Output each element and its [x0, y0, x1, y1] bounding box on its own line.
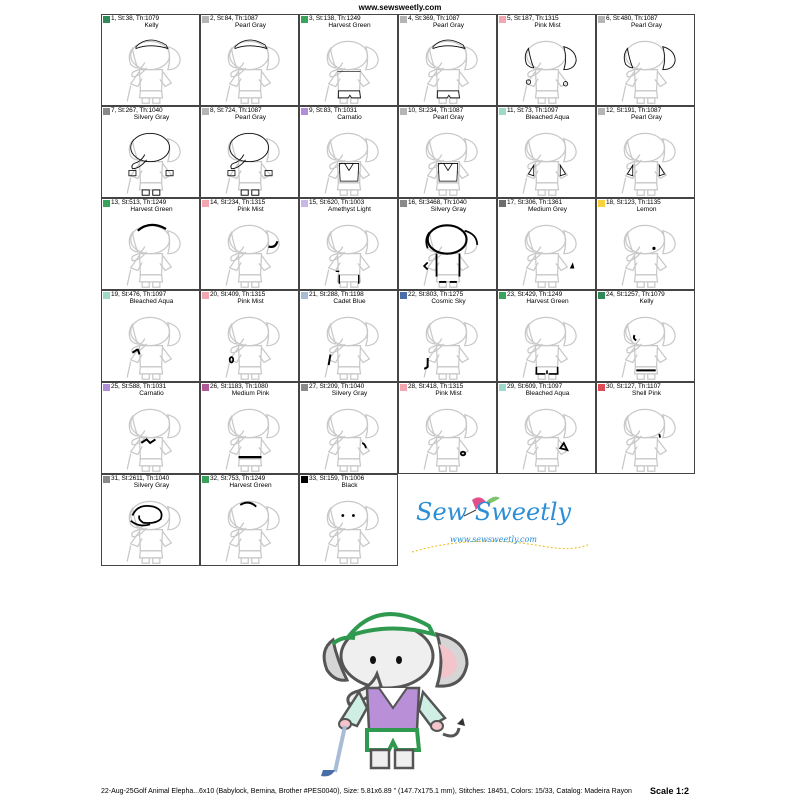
color-step-cell: [398, 106, 497, 198]
step-info: 8, St:724, Th:1087: [210, 107, 262, 114]
step-info: 19, St:476, Th:1097: [111, 291, 167, 298]
color-step-cell: [299, 198, 398, 290]
thread-color-name: Pearl Gray: [630, 22, 663, 29]
color-step-cell: [101, 474, 200, 566]
elephant-thumbnail: [413, 213, 483, 289]
color-step-cell: [101, 106, 200, 198]
footer-scale: Scale 1:2: [650, 786, 690, 796]
color-step-cell: [497, 290, 596, 382]
elephant-thumbnail: [215, 121, 285, 197]
elephant-thumbnail: [215, 397, 285, 473]
thread-color-name: Carnatio: [337, 114, 362, 121]
thread-color-name: Cosmic Sky: [431, 298, 466, 305]
thread-color-name: Pearl Gray: [234, 114, 267, 121]
step-info: 24, St:1257, Th:1079: [606, 291, 665, 298]
elephant-thumbnail: [314, 489, 384, 565]
color-step-cell: [200, 198, 299, 290]
thread-color-name: Bleached Aqua: [525, 114, 570, 121]
step-info: 33, St:159, Th:1006: [309, 475, 365, 482]
thread-color-name: Silvery Gray: [430, 206, 467, 213]
thread-color-name: Black: [341, 482, 358, 489]
elephant-thumbnail: [116, 213, 186, 289]
elephant-thumbnail: [215, 213, 285, 289]
elephant-thumbnail: [611, 213, 681, 289]
elephant-thumbnail: [512, 397, 582, 473]
color-step-cell: [299, 106, 398, 198]
thread-color-name: Kelly: [639, 298, 654, 305]
color-step-cell: [497, 198, 596, 290]
thread-color-name: Pink Mist: [237, 298, 264, 305]
thread-color-name: Pearl Gray: [432, 22, 465, 29]
color-step-cell: [299, 474, 398, 566]
step-info: 13, St:513, Th:1249: [111, 199, 167, 206]
elephant-thumbnail: [314, 213, 384, 289]
elephant-thumbnail: [116, 121, 186, 197]
color-step-cell: [398, 290, 497, 382]
step-info: 29, St:609, Th:1097: [507, 383, 563, 390]
step-info: 18, St:123, Th:1135: [606, 199, 661, 206]
thread-color-name: Bleached Aqua: [525, 390, 570, 397]
thread-color-name: Medium Pink: [231, 390, 270, 397]
thread-color-name: Lemon: [636, 206, 657, 213]
elephant-thumbnail: [413, 121, 483, 197]
thread-color-name: Carnatio: [139, 390, 164, 397]
step-info: 26, St:1183, Th:1080: [210, 383, 269, 390]
elephant-thumbnail: [314, 305, 384, 381]
color-step-cell: [497, 14, 596, 106]
step-info: 20, St:409, Th:1315: [210, 291, 266, 298]
elephant-thumbnail: [413, 29, 483, 105]
color-step-cell: [200, 474, 299, 566]
elephant-thumbnail: [512, 213, 582, 289]
thread-color-name: Bleached Aqua: [129, 298, 174, 305]
footer-design-info: 22-Aug-25Golf Animal Elepha...6x10 (Babylock, Bernina, Brother #PES0040), Size: 5.81x6.89 " (147.7x175.1 mm), Stitches: 18451, Colors: 15/33, Catalog: Madeira Rayon: [101, 788, 632, 795]
step-info: 21, St:288, Th:1198: [309, 291, 364, 298]
color-step-cell: [398, 198, 497, 290]
color-step-cell: [398, 14, 497, 106]
step-info: 25, St:588, Th:1031: [111, 383, 167, 390]
color-step-cell: [101, 14, 200, 106]
sew-sweetly-logo: [402, 492, 602, 572]
step-info: 11, St:73, Th:1097: [507, 107, 559, 114]
step-info: 28, St:418, Th:1315: [408, 383, 464, 390]
thread-color-name: Silvery Gray: [133, 114, 170, 121]
thread-color-name: Cadet Blue: [333, 298, 366, 305]
site-header: www.sewsweetly.com: [358, 3, 442, 12]
elephant-thumbnail: [611, 29, 681, 105]
color-sequence-grid: [101, 14, 697, 570]
thread-color-name: Pearl Gray: [432, 114, 465, 121]
elephant-thumbnail: [215, 305, 285, 381]
color-step-cell: [596, 198, 695, 290]
step-info: 5, St:187, Th:1315: [507, 15, 559, 22]
thread-color-name: Shell Pink: [632, 390, 661, 397]
logo-text: Sew Sweetly: [416, 498, 572, 526]
step-info: 31, St:2611, Th:1040: [111, 475, 170, 482]
step-info: 1, St:38, Th:1079: [111, 15, 160, 22]
thread-color-name: Pink Mist: [435, 390, 462, 397]
thread-color-name: Pink Mist: [534, 22, 561, 29]
color-step-cell: [299, 14, 398, 106]
elephant-thumbnail: [314, 121, 384, 197]
thread-color-name: Amethyst Light: [328, 206, 371, 213]
step-info: 32, St:753, Th:1249: [210, 475, 266, 482]
color-step-cell: [200, 290, 299, 382]
color-step-cell: [398, 382, 497, 474]
thread-color-name: Silvery Gray: [133, 482, 170, 489]
step-info: 30, St:127, Th:1107: [606, 383, 661, 390]
elephant-thumbnail: [512, 29, 582, 105]
thread-color-name: Pink Mist: [237, 206, 264, 213]
step-info: 6, St:480, Th:1087: [606, 15, 658, 22]
step-info: 12, St:191, Th:1087: [606, 107, 662, 114]
step-info: 2, St:84, Th:1087: [210, 15, 259, 22]
elephant-thumbnail: [611, 121, 681, 197]
elephant-golfer-preview: [315, 594, 485, 784]
elephant-thumbnail: [314, 29, 384, 105]
elephant-thumbnail: [116, 489, 186, 565]
thread-color-name: Pearl Gray: [630, 114, 663, 121]
step-info: 14, St:234, Th:1315: [210, 199, 266, 206]
elephant-thumbnail: [413, 305, 483, 381]
thread-color-name: Kelly: [144, 22, 159, 29]
elephant-thumbnail: [512, 121, 582, 197]
elephant-thumbnail: [413, 397, 483, 473]
color-step-cell: [596, 14, 695, 106]
elephant-thumbnail: [116, 29, 186, 105]
thread-color-name: Harvest Green: [229, 482, 272, 489]
step-info: 23, St:429, Th:1249: [507, 291, 563, 298]
thread-color-name: Harvest Green: [526, 298, 569, 305]
logo-url: www.sewsweetly.com: [450, 535, 537, 544]
elephant-thumbnail: [116, 397, 186, 473]
step-info: 7, St:267, Th:1040: [111, 107, 163, 114]
thread-color-name: Pearl Gray: [234, 22, 267, 29]
thread-color-name: Harvest Green: [328, 22, 371, 29]
color-step-cell: [101, 290, 200, 382]
elephant-thumbnail: [116, 305, 186, 381]
color-step-cell: [497, 106, 596, 198]
step-info: 16, St:3468, Th:1040: [408, 199, 467, 206]
step-info: 22, St:803, Th:1275: [408, 291, 464, 298]
color-step-cell: [596, 106, 695, 198]
step-info: 9, St:83, Th:1031: [309, 107, 358, 114]
color-step-cell: [101, 382, 200, 474]
color-step-cell: [200, 106, 299, 198]
elephant-thumbnail: [215, 489, 285, 565]
color-step-cell: [101, 198, 200, 290]
elephant-thumbnail: [611, 397, 681, 473]
step-info: 4, St:369, Th:1087: [408, 15, 460, 22]
thread-color-name: Medium Grey: [527, 206, 567, 213]
thread-color-name: Silvery Gray: [331, 390, 368, 397]
step-info: 15, St:620, Th:1003: [309, 199, 365, 206]
color-step-cell: [299, 290, 398, 382]
elephant-thumbnail: [512, 305, 582, 381]
elephant-thumbnail: [215, 29, 285, 105]
step-info: 27, St:209, Th:1040: [309, 383, 365, 390]
color-step-cell: [596, 382, 695, 474]
color-step-cell: [497, 382, 596, 474]
color-step-cell: [200, 382, 299, 474]
step-info: 3, St:138, Th:1249: [309, 15, 361, 22]
thread-color-name: Harvest Green: [130, 206, 173, 213]
color-step-cell: [596, 290, 695, 382]
elephant-thumbnail: [611, 305, 681, 381]
step-info: 17, St:306, Th:1361: [507, 199, 563, 206]
step-info: 10, St:234, Th:1087: [408, 107, 464, 114]
color-step-cell: [299, 382, 398, 474]
color-step-cell: [200, 14, 299, 106]
elephant-thumbnail: [314, 397, 384, 473]
